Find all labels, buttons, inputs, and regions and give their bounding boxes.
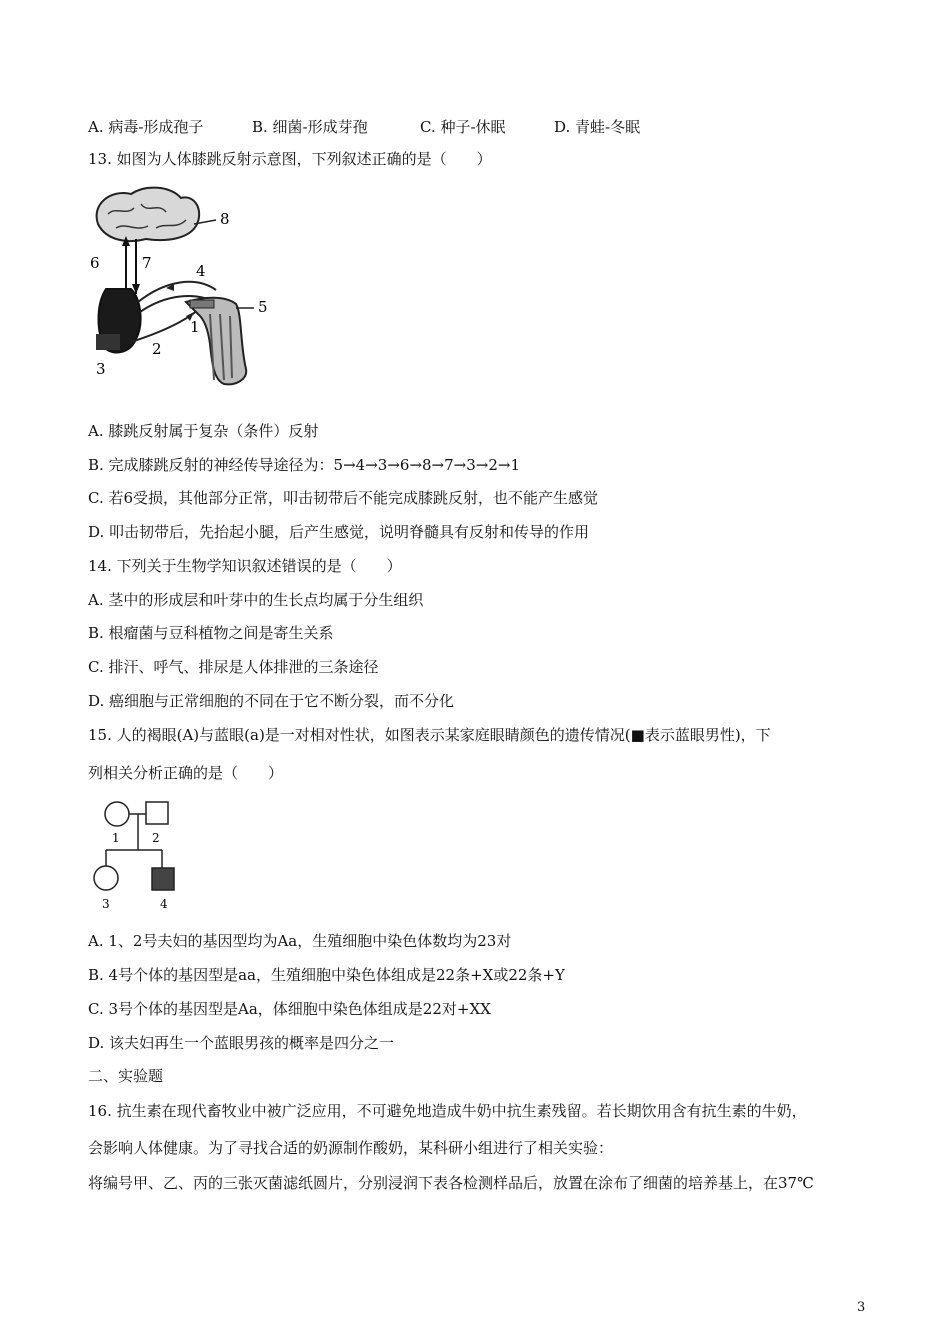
q13-option-b: B. 完成膝跳反射的神经传导途径为：5→4→3→6→8→7→3→2→1 <box>88 456 520 474</box>
q16-line3: 将编号甲、乙、丙的三张灭菌滤纸圆片，分别浸润下表各检测样品后，放置在涂布了细菌的培养基上，在37℃ <box>88 1174 814 1192</box>
q15-option-a: A. 1、2号夫妇的基因型均为Aa，生殖细胞中染色体数均为23对 <box>88 932 512 950</box>
pedigree-chart <box>92 796 192 912</box>
pedigree-label-2: 2 <box>152 831 160 845</box>
label-8: 8 <box>220 210 230 228</box>
q15-option-c: C. 3号个体的基因型是Aa，体细胞中染色体组成是22对+XX <box>88 1000 491 1018</box>
q13-option-d: D. 叩击韧带后，先抬起小腿，后产生感觉，说明脊髓具有反射和传导的作用 <box>88 523 590 541</box>
label-6: 6 <box>90 254 100 272</box>
q15-option-d: D. 该夫妇再生一个蓝眼男孩的概率是四分之一 <box>88 1034 395 1052</box>
q12-option-b: B. 细菌-形成芽孢 <box>252 118 368 136</box>
label-7: 7 <box>142 254 152 272</box>
pedigree-male-2 <box>146 802 168 824</box>
knee-jerk-reflex-figure <box>86 184 276 394</box>
pedigree-label-3: 3 <box>102 897 110 911</box>
brain-shape <box>97 188 200 241</box>
label-4: 4 <box>196 262 206 280</box>
q13-option-c: C. 若6受损，其他部分正常，叩击韧带后不能完成膝跳反射，也不能产生感觉 <box>88 489 599 507</box>
pedigree-label-4: 4 <box>160 897 168 911</box>
q12-options <box>88 116 788 138</box>
label-2: 2 <box>152 340 162 358</box>
pedigree-male-4-affected <box>152 868 174 890</box>
label-1: 1 <box>190 318 200 336</box>
label-3: 3 <box>96 360 106 378</box>
pedigree-label-1: 1 <box>112 831 120 845</box>
q13-stem: 13. 如图为人体膝跳反射示意图，下列叙述正确的是（ ） <box>88 150 492 168</box>
q14-stem: 14. 下列关于生物学知识叙述错误的是（ ） <box>88 557 402 575</box>
q15-option-b: B. 4号个体的基因型是aa，生殖细胞中染色体组成是22条+X或22条+Y <box>88 966 565 984</box>
q14-option-b: B. 根瘤菌与豆科植物之间是寄生关系 <box>88 624 334 642</box>
q16-line2: 会影响人体健康。为了寻找合适的奶源制作酸奶，某科研小组进行了相关实验： <box>88 1139 614 1157</box>
q14-option-c: C. 排汗、呼气、排尿是人体排泄的三条途径 <box>88 658 379 676</box>
leg-shape <box>186 298 246 385</box>
section-title: 二、实验题 <box>88 1067 164 1085</box>
q14-option-d: D. 癌细胞与正常细胞的不同在于它不断分裂，而不分化 <box>88 692 455 710</box>
pedigree-female-3 <box>94 866 118 890</box>
q13-option-a: A. 膝跳反射属于复杂（条件）反射 <box>88 422 319 440</box>
q12-option-a: A. 病毒-形成孢子 <box>88 118 204 136</box>
q16-line1: 16. 抗生素在现代畜牧业中被广泛应用，不可避免地造成牛奶中抗生素残留。若长期饮用含有抗生素的牛奶， <box>88 1102 807 1120</box>
q15-stem-line1: 15. 人的褐眼(A)与蓝眼(a)是一对相对性状，如图表示某家庭眼睛颜色的遗传情况(■表示蓝眼男性)，下 <box>88 726 771 744</box>
q15-stem-line2: 列相关分析正确的是（ ） <box>88 764 284 782</box>
pedigree-female-1 <box>105 802 129 826</box>
q14-option-a: A. 茎中的形成层和叶芽中的生长点均属于分生组织 <box>88 591 424 609</box>
label-5: 5 <box>258 298 268 316</box>
page-number: 3 <box>857 1300 866 1315</box>
q12-option-c: C. 种子-休眠 <box>420 118 506 136</box>
q12-option-d: D. 青蛙-冬眠 <box>554 118 641 136</box>
